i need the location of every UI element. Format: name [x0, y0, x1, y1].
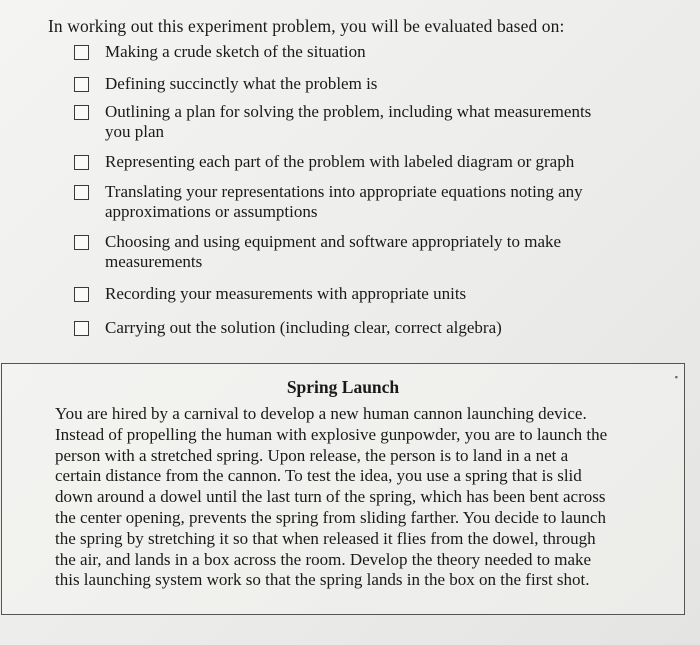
- checklist-item-text: [105, 42, 674, 62]
- problem-line: down around a dowel until the last turn of the spring, which has been bent across: [55, 487, 606, 507]
- checklist-item-line: Carrying out the solution (including clear, correct algebra): [105, 318, 502, 337]
- problem-line: Instead of propelling the human with explosive gunpowder, you are to launch the: [55, 424, 608, 444]
- checklist-item: [74, 284, 674, 304]
- checklist-item-line: Representing each part of the problem with labeled diagram or graph: [105, 152, 575, 171]
- checklist-item-line: Outlining a plan for solving the problem, including what measurements: [105, 102, 592, 121]
- checklist-item-line: you plan: [105, 122, 165, 141]
- problem-box: [1, 363, 685, 615]
- checklist-item: [74, 42, 674, 62]
- checklist-item-line: Making a crude sketch of the situation: [105, 42, 366, 61]
- problem-line: the spring by stretching it so that when released it flies from the dowel, through: [55, 528, 596, 548]
- checklist-item: [74, 182, 674, 222]
- problem-line: You are hired by a carnival to develop a new human cannon launching device.: [55, 404, 587, 423]
- checkbox[interactable]: [74, 235, 89, 250]
- checklist-item-line: Defining succinctly what the problem is: [105, 74, 378, 93]
- checkbox[interactable]: [74, 77, 89, 92]
- checklist-item: [74, 152, 674, 172]
- checklist-item-line: Recording your measurements with appropriate units: [105, 284, 467, 303]
- checklist-item-text: [105, 182, 674, 222]
- checklist-item-text: [105, 74, 674, 94]
- problem-line: the center opening, prevents the spring from sliding farther. You decide to launch: [55, 507, 606, 527]
- corner-mark: ▪: [674, 372, 678, 382]
- checklist-item: [74, 102, 674, 142]
- checklist-item: [74, 318, 674, 338]
- checkbox[interactable]: [74, 287, 89, 302]
- problem-line: this launching system work so that the spring lands in the box on the first shot.: [55, 570, 590, 590]
- checkbox[interactable]: [74, 105, 89, 120]
- checklist-item-line: approximations or assumptions: [105, 202, 318, 221]
- checklist-item-line: measurements: [105, 252, 203, 271]
- checkbox[interactable]: [74, 321, 89, 336]
- problem-line: certain distance from the cannon. To test the idea, you use a spring that is slid: [55, 466, 582, 486]
- checkbox[interactable]: [74, 45, 89, 60]
- problem-statement: [55, 404, 677, 591]
- checklist-item-line: Choosing and using equipment and software appropriately to make: [105, 232, 562, 251]
- checklist-item: [74, 232, 674, 272]
- checklist-item-text: [105, 232, 674, 272]
- checklist-item: [74, 74, 674, 94]
- checklist-item-text: [105, 102, 674, 142]
- checkbox[interactable]: [74, 155, 89, 170]
- problem-title: Spring Launch: [286, 377, 400, 397]
- checklist-item-text: [105, 318, 674, 338]
- checklist-item-line: Translating your representations into appropriate equations noting any: [105, 182, 583, 201]
- evaluation-intro: In working out this experiment problem, you will be evaluated based on:: [48, 16, 565, 36]
- problem-line: the air, and lands in a box across the room. Develop the theory needed to make: [55, 549, 592, 569]
- checkbox[interactable]: [74, 185, 89, 200]
- checklist-item-text: [105, 152, 674, 172]
- checklist-item-text: [105, 284, 674, 304]
- problem-line: person with a stretched spring. Upon release, the person is to land in a net a: [55, 445, 569, 465]
